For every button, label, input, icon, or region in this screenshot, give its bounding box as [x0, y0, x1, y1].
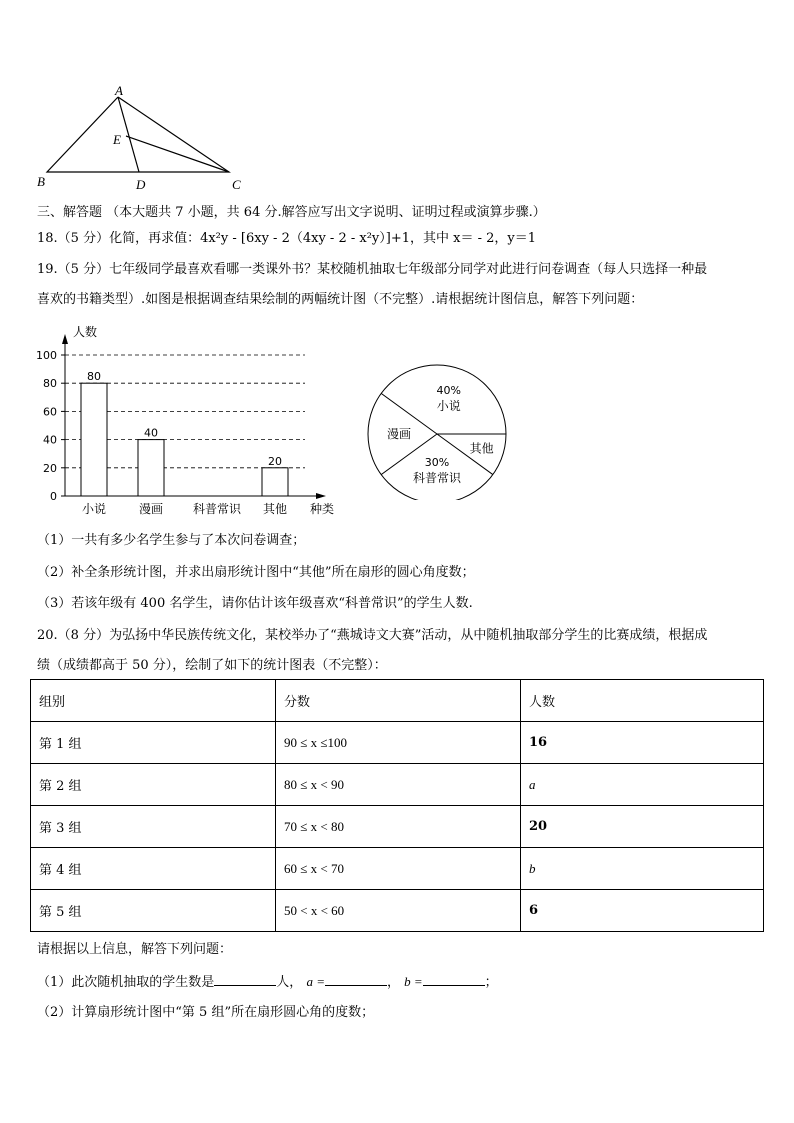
y-tick-label: 40: [43, 433, 57, 447]
category-label: 科普常识: [192, 502, 242, 516]
answer-blank-a[interactable]: [325, 973, 387, 986]
x-axis-arrow: [316, 493, 326, 499]
question-19-sub3: （3）若该年级有 400 名学生，请你估计该年级喜欢“科普常识”的学生人数.: [37, 596, 473, 611]
segment-AD: [118, 97, 139, 172]
pie-percent-label: 30%: [424, 455, 450, 469]
table-row: [31, 890, 764, 932]
question-19-sub2: （2）补全条形统计图，并求出扇形统计图中“其他”所在扇形的圆心角度数；: [37, 565, 475, 580]
table-cell-group: 第 3 组: [31, 806, 276, 848]
table-cell-group: 第 1 组: [31, 722, 276, 764]
y-axis-arrow: [62, 334, 68, 344]
category-label: 小说: [81, 502, 107, 516]
pie-slice-label: 科普常识: [412, 470, 462, 485]
table-cell-group: 第 4 组: [31, 848, 276, 890]
bar-chart: [30, 320, 350, 520]
data-label: 80: [87, 370, 101, 384]
y-tick-label: 0: [50, 490, 57, 503]
section-heading: 三、解答题 （本大题共 7 小题，共 64 分.解答应写出文字说明、证明过程或演算步骤.）: [37, 205, 546, 220]
question-20-sub2: （2）计算扇形统计图中“第 5 组”所在扇形圆心角的度数；: [37, 1005, 375, 1020]
point-label-A: A: [115, 83, 123, 98]
bar: [262, 468, 288, 496]
table-header-cell: 分数: [276, 680, 521, 722]
table-header-cell: 组别: [31, 680, 276, 722]
sub1-text-b-var: b =: [404, 974, 423, 989]
sub1-end: ；: [484, 975, 498, 990]
category-label: 其他: [262, 502, 288, 516]
y-tick-label: 60: [43, 405, 57, 419]
y-axis-label: 人数: [73, 325, 98, 339]
bar: [138, 440, 164, 496]
question-20-sub1: [37, 973, 498, 991]
point-label-E: E: [113, 132, 121, 147]
table-cell-count: 16: [521, 722, 764, 764]
score-table: [30, 679, 764, 932]
table-cell-range: 60 ≤ x < 70: [276, 848, 521, 890]
sub1-sep: ，: [386, 975, 400, 990]
table-row: [31, 848, 764, 890]
table-cell-range: 90 ≤ x ≤100: [276, 722, 521, 764]
table-cell-group: 第 5 组: [31, 890, 276, 932]
point-label-D: D: [136, 177, 146, 192]
pie-slice-label: 其他: [469, 441, 494, 456]
table-cell-range: 80 ≤ x < 90: [276, 764, 521, 806]
y-tick-label: 80: [43, 377, 57, 391]
triangle-outline: [47, 97, 229, 172]
bar: [81, 383, 107, 496]
sub1-text-b: 人，: [276, 975, 303, 990]
question-19-line2: 喜欢的书籍类型）.如图是根据调查结果绘制的两幅统计图（不完整）.请根据统计图信息，解答下列问题：: [37, 292, 644, 307]
table-header-row: [31, 680, 764, 722]
table-cell-count: a: [521, 764, 764, 806]
segment-EC: [126, 136, 229, 172]
x-axis-label: 种类: [310, 502, 335, 516]
question-20-prompt: 请根据以上信息，解答下列问题：: [37, 942, 233, 957]
pie-slice-label: 小说: [436, 398, 461, 413]
answer-blank-count[interactable]: [214, 973, 276, 986]
question-18: 18.（5 分）化简，再求值：4x²y - [6xy - 2（4xy - 2 - x²y）]+1，其中 x＝ - 2，y＝1: [37, 231, 537, 246]
table-cell-count: b: [521, 848, 764, 890]
sub1-text-a-var: a =: [306, 974, 325, 989]
table-cell-range: 50 < x < 60: [276, 890, 521, 932]
question-20-line2: 绩（成绩都高于 50 分），绘制了如下的统计图表（不完整）：: [37, 658, 387, 673]
table-header-cell: 人数: [521, 680, 764, 722]
category-label: 漫画: [138, 502, 164, 516]
y-tick-label: 100: [36, 349, 57, 362]
sub1-text-a: （1）此次随机抽取的学生数是: [37, 975, 215, 990]
table-row: [31, 764, 764, 806]
data-label: 20: [268, 454, 282, 468]
pie-chart: [360, 350, 510, 500]
table-cell-group: 第 2 组: [31, 764, 276, 806]
table-row: [31, 722, 764, 764]
question-20-line1: 20.（8 分）为弘扬中华民族传统文化，某校举办了“燕城诗文大赛”活动，从中随机抽取部分学生的比赛成绩，根据成: [37, 628, 708, 643]
question-19-sub1: （1）一共有多少名学生参与了本次问卷调查；: [37, 533, 306, 548]
pie-slice-label: 漫画: [387, 427, 412, 441]
table-row: [31, 806, 764, 848]
table-cell-count: 20: [521, 806, 764, 848]
table-cell-count: 6: [521, 890, 764, 932]
y-tick-label: 20: [43, 461, 57, 475]
point-label-B: B: [37, 174, 45, 189]
answer-blank-b[interactable]: [423, 973, 485, 986]
table-cell-range: 70 ≤ x < 80: [276, 806, 521, 848]
data-label: 40: [144, 426, 158, 440]
question-19-line1: 19.（5 分）七年级同学最喜欢看哪一类课外书？某校随机抽取七年级部分同学对此进行问卷调查（每人只选择一种最: [37, 262, 708, 277]
point-label-C: C: [232, 177, 241, 192]
pie-percent-label: 40%: [436, 383, 461, 397]
